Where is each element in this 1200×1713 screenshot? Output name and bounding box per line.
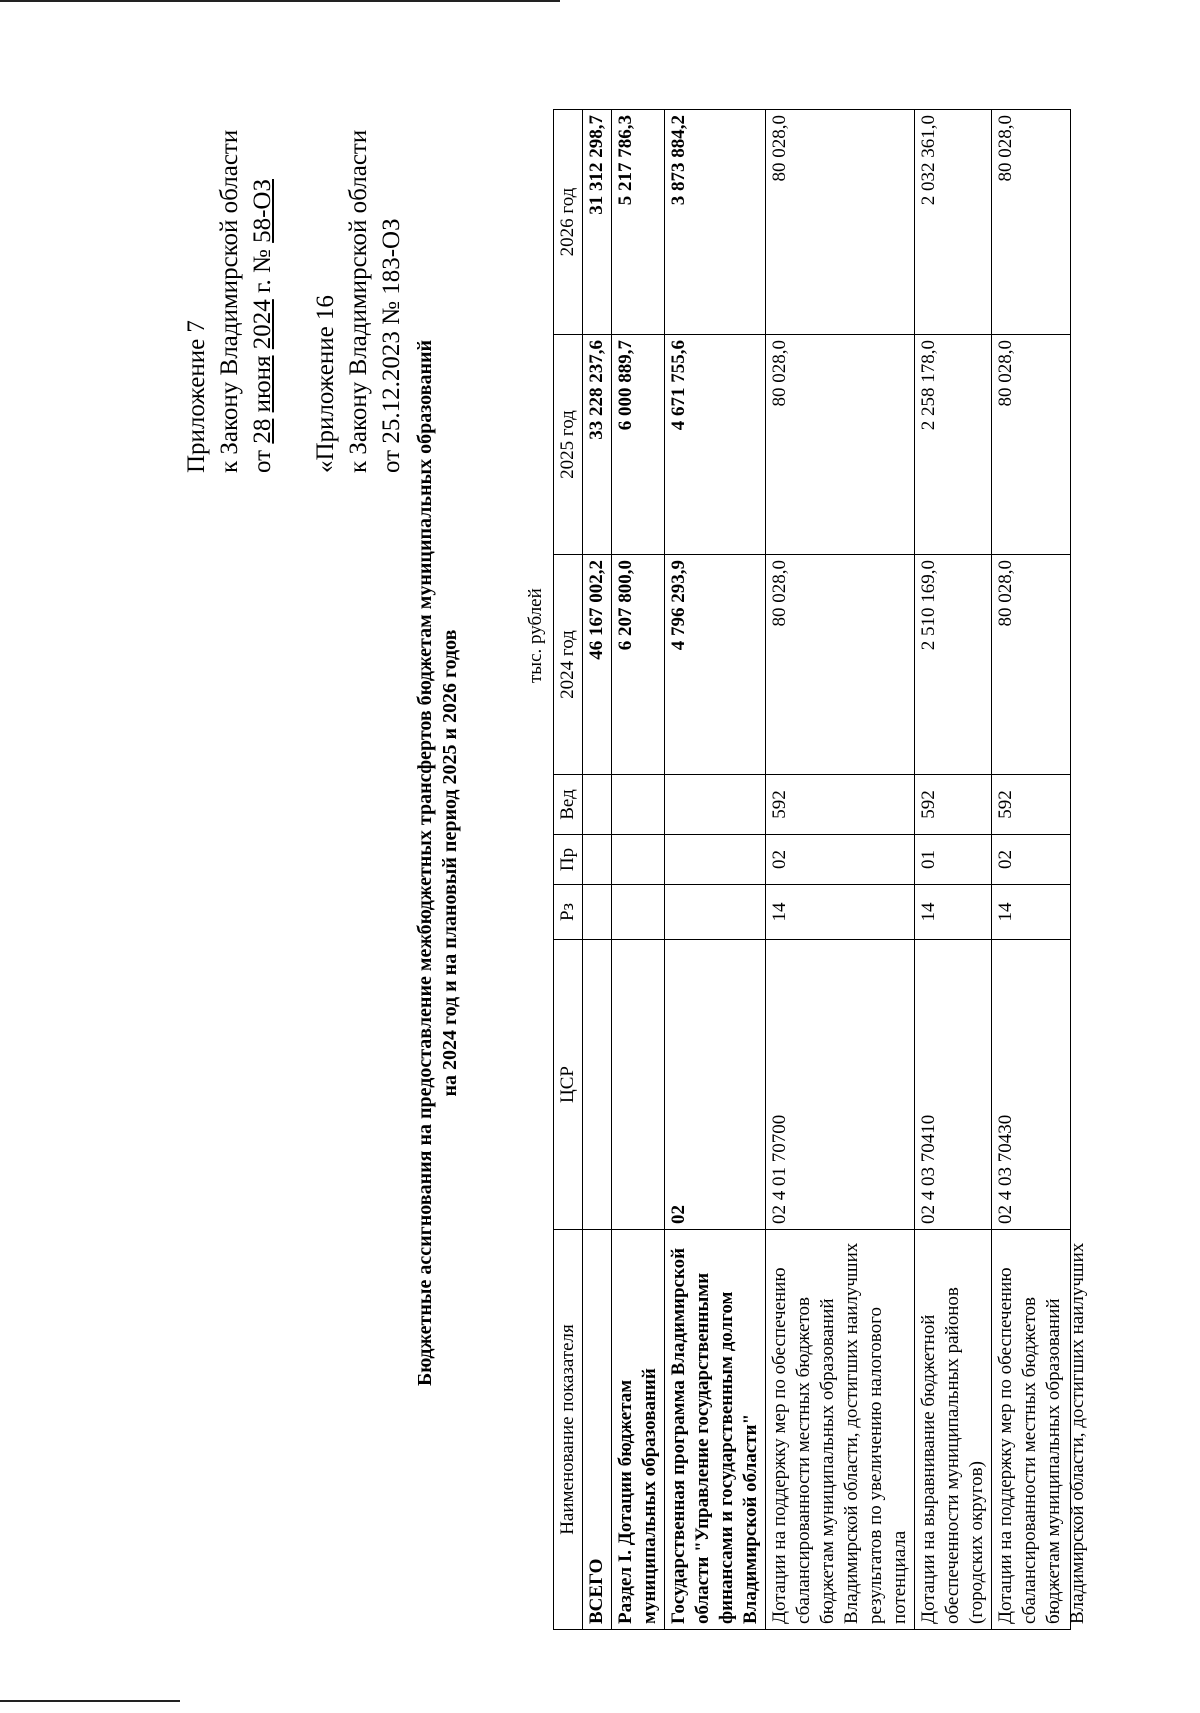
row-value-2024: 2 510 169,0 [915,555,992,775]
row-name: Раздел I. Дотации бюджетам муниципальных образований [612,1230,665,1630]
row-pr: 02 [992,835,1071,885]
law-reference: к Закону Владимирской области [216,129,243,473]
row-ved [612,775,665,835]
row-value-2025: 2 258 178,0 [915,335,992,555]
row-value-2024: 80 028,0 [766,555,915,775]
row-value-2026: 31 312 298,7 [583,110,612,335]
row-value-2024: 46 167 002,2 [583,555,612,775]
row-pr: 01 [915,835,992,885]
row-csr [612,940,665,1230]
row-pr [665,835,766,885]
row-value-2025: 4 671 755,6 [665,335,766,555]
document-title [413,163,463,1563]
table-row [915,110,992,1630]
row-rz: 14 [992,885,1071,940]
title-line-2: на 2024 год и на плановый период 2025 и 2026 годов [439,629,461,1097]
col-header-ved: Вед [554,775,583,835]
appendix2-label: «Приложение 16 [312,295,339,473]
col-header-2025: 2025 год [554,335,583,555]
row-name: ВСЕГО [583,1230,612,1630]
row-value-2026: 3 873 884,2 [665,110,766,335]
row-ved: 592 [915,775,992,835]
row-csr: 02 [665,940,766,1230]
law-date-number-2: от 25.12.2023 № 183-ОЗ [378,218,405,473]
row-csr: 02 4 03 70430 [992,940,1071,1230]
year-suffix: г. [249,279,276,293]
row-name: Дотации на выравнивание бюджетной обеспеченности муниципальных районов (городских округов) [915,1230,992,1630]
law-number: 58-ОЗ [249,179,276,243]
row-rz: 14 [915,885,992,940]
number-sign: № [249,249,276,274]
date-year: 2024 [249,299,276,350]
row-value-2025: 80 028,0 [992,335,1071,555]
row-value-2026: 80 028,0 [766,110,915,335]
row-name: Государственная программа Владимирской области "Управление государственными финансами и государственным долгом Владимирской области" [665,1230,766,1630]
row-rz: 14 [766,885,915,940]
row-rz [665,885,766,940]
col-header-2026: 2026 год [554,110,583,335]
row-value-2024: 80 028,0 [992,555,1071,775]
col-header-rz: Рз [554,885,583,940]
col-header-name: Наименование показателя [554,1230,583,1630]
row-value-2025: 33 228 237,6 [583,335,612,555]
row-ved [665,775,766,835]
row-value-2024: 6 207 800,0 [612,555,665,775]
row-csr: 02 4 03 70410 [915,940,992,1230]
row-pr [583,835,612,885]
appendix-label: Приложение 7 [183,320,210,473]
law-reference-2: к Закону Владимирской области [345,129,372,473]
row-name [992,1230,1088,1630]
row-value-2026: 5 217 786,3 [612,110,665,335]
row-value-2026: 80 028,0 [992,110,1071,335]
row-value-2025: 80 028,0 [766,335,915,555]
approval-block [180,130,408,473]
row-value-2025: 6 000 889,7 [612,335,665,555]
row-csr: 02 4 01 70700 [766,940,915,1230]
col-header-csr: ЦСР [554,940,583,1230]
col-header-pr: Пр [554,835,583,885]
date-day: 28 [249,418,276,444]
row-ved: 592 [992,775,1071,835]
table-row [665,110,766,1630]
row-ved [583,775,612,835]
date-prefix: от [249,449,276,473]
row-value-2026: 2 032 361,0 [915,110,992,335]
row-rz [583,885,612,940]
table-row [766,110,915,1630]
title-line-1: Бюджетные ассигнования на предоставление межбюджетных трансфертов бюджетам муниципальных образований [414,339,436,1387]
row-csr [583,940,612,1230]
date-month: июня [249,355,276,413]
row-value-2024: 4 796 293,9 [665,555,766,775]
row-name-text: Дотации на поддержку мер по обеспечению сбалансированности местных бюджетов бюджетам муниципальных образований Владимирской области, достигших наилучших [995,1242,1088,1624]
table-header-row [554,110,583,1630]
row-ved: 592 [766,775,915,835]
row-rz [612,885,665,940]
table-row [583,110,612,1630]
table-row [992,110,1071,1630]
table-row [612,110,665,1630]
col-header-2024: 2024 год [554,555,583,775]
law-date-number [246,130,279,473]
row-pr: 02 [766,835,915,885]
row-name: Дотации на поддержку мер по обеспечению сбалансированности местных бюджетов бюджетам муниципальных образований Владимирской области, достигших наилучших результатов по увеличению налогового потенциала [766,1230,915,1630]
row-pr [612,835,665,885]
budget-table [553,109,1088,1630]
units-label: тыс. рублей [525,588,546,683]
